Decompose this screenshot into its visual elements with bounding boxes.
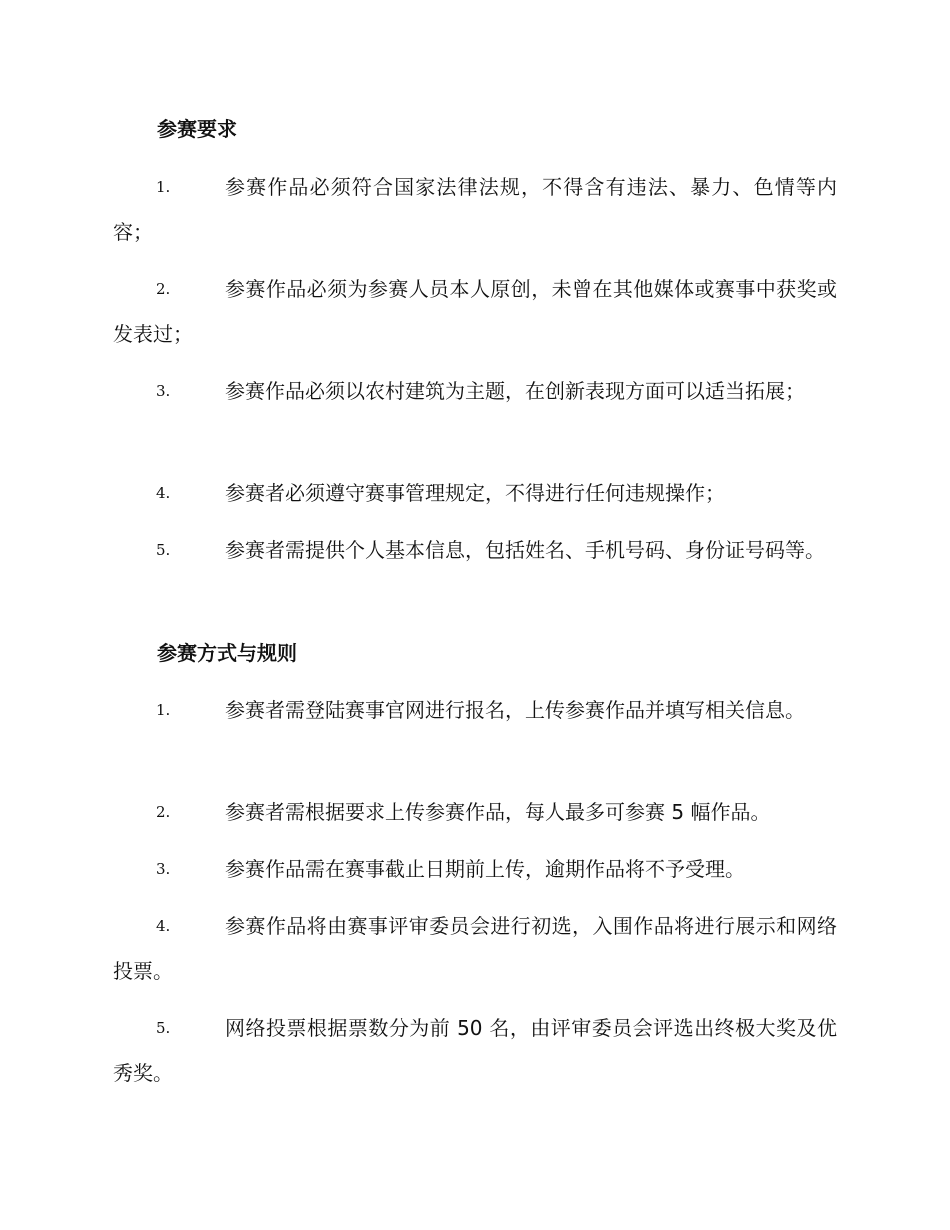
list-item-text: 参赛作品必须以农村建筑为主题，在创新表现方面可以适当拓展； [225, 379, 805, 403]
list-item-text: 参赛作品将由赛事评审委员会进行初选，入围作品将进行展示和网络投票。 [113, 914, 837, 983]
list-item [113, 688, 837, 733]
list-item-number: 2. [156, 803, 171, 821]
list-item [113, 267, 837, 357]
list-item-number: 4. [156, 484, 171, 502]
list-item-text: 参赛者需根据要求上传参赛作品，每人最多可参赛 5 幅作品。 [225, 800, 771, 824]
section-heading-participation-rules: 参赛方式与规则 [157, 641, 297, 665]
list-item [113, 471, 837, 516]
list-item-text: 参赛者必须遵守赛事管理规定，不得进行任何违规操作； [225, 481, 725, 505]
section-heading-requirements: 参赛要求 [157, 117, 237, 141]
list-item-text: 参赛作品必须为参赛人员本人原创，未曾在其他媒体或赛事中获奖或发表过； [113, 277, 837, 346]
list-item-text: 参赛者需登陆赛事官网进行报名，上传参赛作品并填写相关信息。 [225, 698, 805, 722]
list-item-text: 参赛者需提供个人基本信息，包括姓名、手机号码、身份证号码等。 [225, 538, 825, 562]
list-item-text: 网络投票根据票数分为前 50 名，由评审委员会评选出终极大奖及优秀奖。 [113, 1016, 837, 1085]
list-item [113, 165, 837, 255]
list-item-number: 3. [156, 382, 171, 400]
list-item-number: 5. [156, 1019, 171, 1037]
list-item [113, 790, 837, 835]
list-item-number: 5. [156, 541, 171, 559]
list-item-text: 参赛作品需在赛事截止日期前上传，逾期作品将不予受理。 [225, 857, 745, 881]
list-item-number: 3. [156, 860, 171, 878]
list-item [113, 369, 837, 414]
list-item-number: 2. [156, 280, 171, 298]
list-item [113, 1006, 837, 1096]
list-item-number: 1. [156, 701, 171, 719]
list-item-text: 参赛作品必须符合国家法律法规，不得含有违法、暴力、色情等内容； [113, 175, 837, 244]
list-item-number: 1. [156, 178, 171, 196]
list-item [113, 904, 837, 994]
list-item [113, 528, 837, 573]
list-item-number: 4. [156, 917, 171, 935]
list-item [113, 847, 837, 892]
